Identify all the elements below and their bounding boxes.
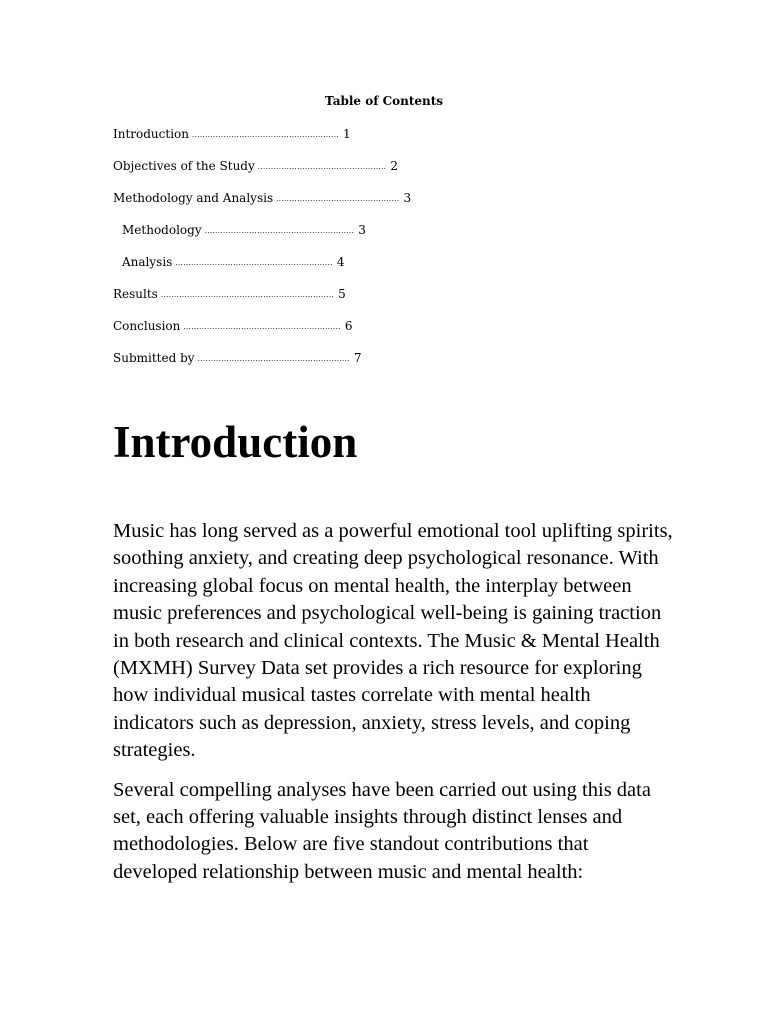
- toc-entry-label: Submitted by: [113, 351, 195, 365]
- toc-entry-page: 7: [353, 351, 362, 365]
- toc-entry-methodology[interactable]: [113, 221, 411, 253]
- table-of-contents: [113, 125, 411, 381]
- toc-entry-leader: ..........................................................: [197, 355, 350, 363]
- toc-entry-label: Methodology and Analysis: [113, 191, 274, 205]
- toc-entry-leader: ..................................................................: [160, 291, 335, 299]
- toc-entry-page: 5: [338, 287, 346, 301]
- introduction-heading: Introduction: [113, 417, 358, 467]
- toc-entry-label: Introduction: [113, 127, 189, 141]
- toc-entry-label: Analysis: [122, 255, 173, 269]
- paragraph: Music has long served as a powerful emotional tool uplifting spirits, soothing anxiety, and creating deep psychological resonance. With increasing global focus on mental health, the interplay between music preferences and psychological well-being is gaining traction in both research and clinical contexts. The Music & Mental Health (MXMH) Survey Data set provides a rich resource for exploring how individual musical tastes correlate with mental health indicators such as depression, anxiety, stress levels, and coping strategies.: [113, 520, 673, 762]
- toc-entry-leader: ............................................................: [175, 259, 333, 267]
- toc-entry-leader: .................................................: [257, 163, 387, 171]
- toc-entry-results[interactable]: [113, 285, 411, 317]
- toc-entry-page: 3: [403, 191, 412, 205]
- toc-entry-leader: ............................................................: [183, 323, 341, 331]
- toc-entry-label: Conclusion: [113, 319, 181, 333]
- toc-entry-analysis[interactable]: [113, 253, 411, 285]
- toc-entry-page: 2: [390, 159, 399, 173]
- toc-entry-page: 3: [358, 223, 366, 237]
- toc-title: Table of Contents: [324, 94, 444, 108]
- toc-entry-conclusion[interactable]: [113, 317, 411, 349]
- toc-entry-label: Methodology: [122, 223, 202, 237]
- toc-entry-leader: ........................................................: [192, 131, 340, 139]
- toc-entry-leader: ...............................................: [276, 195, 400, 203]
- paragraph: Several compelling analyses have been carried out using this data set, each offering valuable insights through distinct lenses and methodologies. Below are five standout contributions that developed relationship between music and mental health:: [113, 778, 651, 883]
- introduction-body: [113, 518, 673, 898]
- toc-entry-page: 4: [336, 255, 345, 269]
- toc-entry-leader: .........................................................: [204, 227, 355, 235]
- toc-entry-label: Objectives of the Study: [113, 159, 255, 173]
- toc-entry-page: 1: [343, 127, 351, 141]
- toc-entry-label: Results: [113, 287, 158, 301]
- toc-entry-introduction[interactable]: [113, 125, 411, 157]
- toc-entry-submitted-by[interactable]: [113, 349, 411, 381]
- toc-entry-objectives[interactable]: [113, 157, 411, 189]
- toc-entry-methodology-and-analysis[interactable]: [113, 189, 411, 221]
- toc-entry-page: 6: [344, 319, 353, 333]
